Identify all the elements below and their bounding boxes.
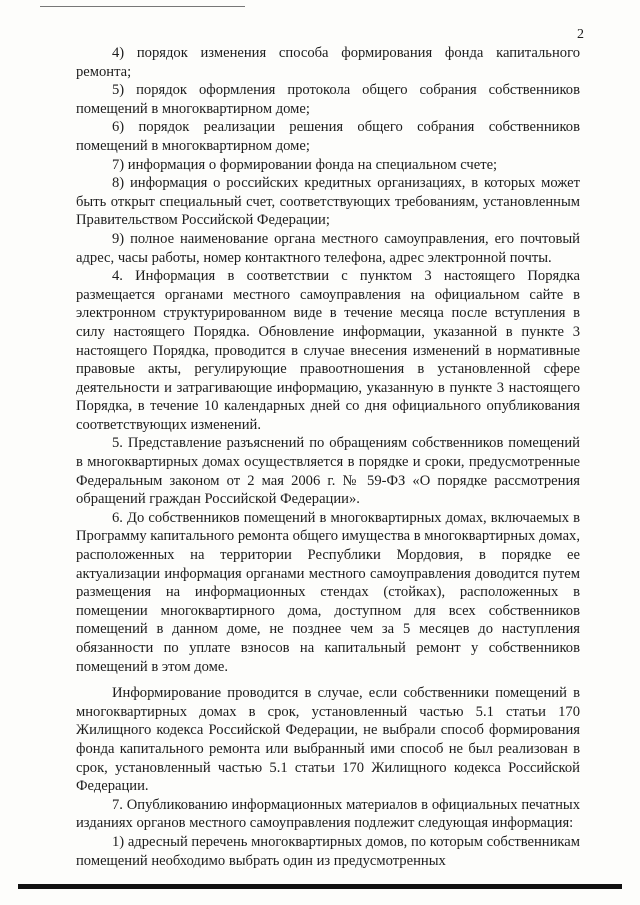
scan-top-line [40, 6, 245, 7]
document-body [76, 44, 580, 870]
section-7: 7. Опубликованию информационных материалов в официальных печатных изданиях органов местного самоуправления подлежит следующая информация: [76, 796, 580, 832]
section-5: 5. Представление разъяснений по обращениям собственников помещений в многоквартирных домах осуществляется в порядке и сроки, предусмотренные Федеральным законом от 2 мая 2006 г. № 59-ФЗ «О порядке рассмотрения обращений граждан Российской Федерации». [76, 435, 580, 508]
section-6-continuation: Информирование проводится в случае, если собственники помещений в многоквартирных домах в срок, установленный частью 5.1 статьи 170 Жилищного кодекса Российской Федерации, не выбрали способ формирования фонда капитального ремонта или выбранный ими способ не был реализован в срок, установленный частью 5.1 статьи 170 Жилищного кодекса Российской Федерации. [76, 685, 580, 795]
scan-bottom-edge [18, 884, 622, 889]
page-number: 2 [577, 27, 584, 42]
list-item-8: 8) информация о российских кредитных организациях, в которых может быть открыт специальный счет, соответствующих требованиям, установленным Правительством Российской Федерации; [76, 175, 580, 229]
section-6: 6. До собственников помещений в многоквартирных домах, включаемых в Программу капитального ремонта общего имущества в многоквартирных домах, расположенных на территории Республики Мордовия, в порядке ее актуализации информация органами местного самоуправления доводится путем размещения на информационных стендах (стойках), расположенных в помещении многоквартирного дома, доступном для всех собственников помещений в данном доме, не позднее чем за 5 месяцев до наступления обязанности по уплате взносов на капитальный ремонт у собственников помещений в этом доме. [76, 509, 580, 675]
list-item-9: 9) полное наименование органа местного самоуправления, его почтовый адрес, часы работы, номер контактного телефона, адрес электронной почты. [76, 230, 580, 266]
list-item-4: 4) порядок изменения способа формирования фонда капитального ремонта; [76, 45, 580, 80]
section-7-item-1: 1) адресный перечень многоквартирных домов, по которым собственникам помещений необходимо выбрать один из предусмотренных [76, 833, 580, 869]
list-item-5: 5) порядок оформления протокола общего собрания собственников помещений в многоквартирном доме; [76, 82, 580, 117]
list-item-6: 6) порядок реализации решения общего собрания собственников помещений в многоквартирном доме; [76, 119, 580, 154]
list-item-7: 7) информация о формировании фонда на специальном счете; [112, 156, 498, 173]
section-4: 4. Информация в соответствии с пунктом 3 настоящего Порядка размещается органами местного самоуправления на официальном сайте в электронном структурированном виде в течение месяца после вступления в силу настоящего Порядка. Обновление информации, указанной в пункте 3 настоящего Порядка, проводится в случае внесения изменений в нормативные правовые акты, регулирующие правоотношения в установленной сфере деятельности и затрагивающие информацию, указанную в пункте 3 настоящего Порядка, в течение 10 календарных дней со дня официального опубликования соответствующих изменений. [76, 268, 580, 433]
